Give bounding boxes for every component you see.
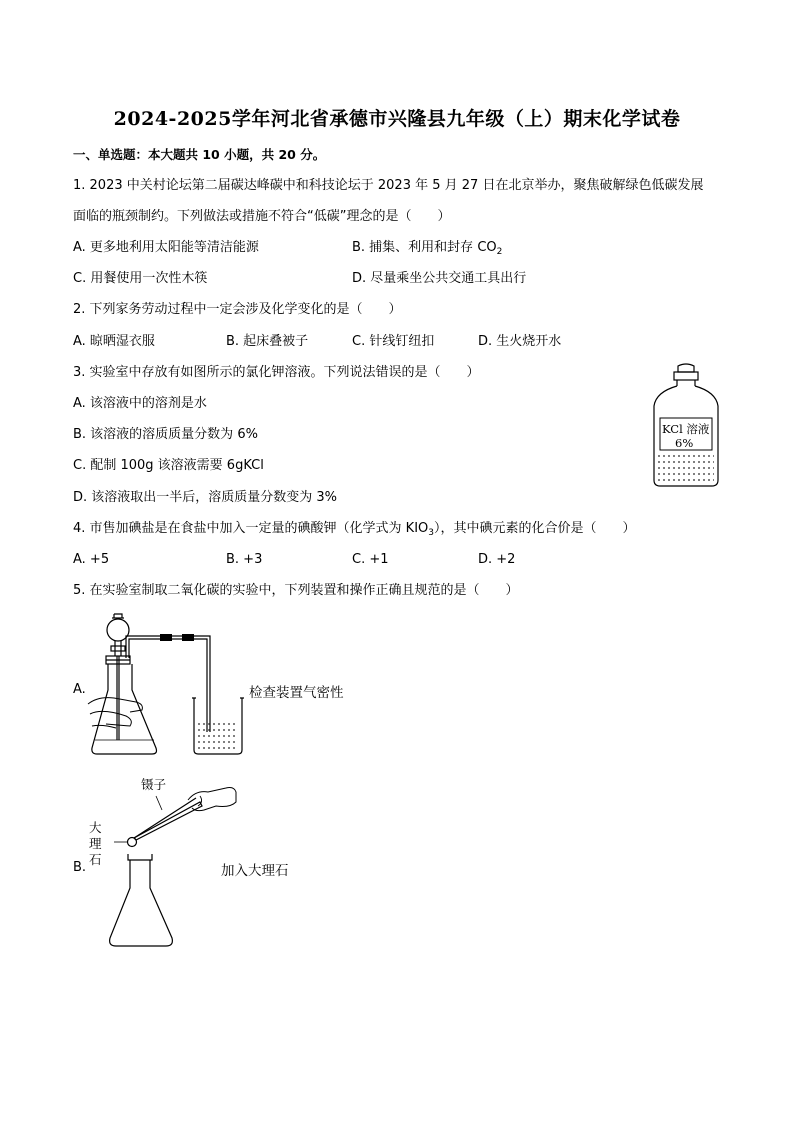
- q3-stem: 3. 实验室中存放有如图所示的氯化钾溶液。下列说法错误的是（ ）: [73, 365, 480, 380]
- q2-option-c[interactable]: C. 针线钉纽扣: [352, 334, 435, 349]
- tweezers-label: 镊子: [141, 777, 167, 792]
- marble-label-char2: 理: [89, 836, 102, 851]
- q1-option-a[interactable]: A. 更多地利用太阳能等清洁能源: [73, 240, 259, 255]
- q5-option-b-caption: 加入大理石: [221, 863, 289, 879]
- bottle-label-percent: 6%: [675, 436, 694, 450]
- q3-option-c[interactable]: C. 配制 100g 该溶液需要 6gKCl: [73, 458, 264, 473]
- section-heading: 一、单选题：本大题共 10 小题，共 20 分。: [73, 147, 326, 162]
- q3-option-b[interactable]: B. 该溶液的溶质质量分数为 6%: [73, 427, 258, 442]
- q4-stem-text: 4. 市售加碘盐是在食盐中加入一定量的碘酸钾（化学式为 KIO: [73, 521, 429, 536]
- q4-stem-subscript: 3: [428, 528, 434, 538]
- q1-stem-line1: 1. 2023 中关村论坛第二届碳达峰碳中和科技论坛于 2023 年 5 月 27 日在北京举办，聚焦破解绿色低碳发展: [73, 178, 704, 193]
- q1-option-b[interactable]: [352, 239, 502, 261]
- q4-stem-tail: ），其中碘元素的化合价是（ ）: [434, 521, 636, 536]
- q1-option-b-text: B. 捕集、利用和封存 CO: [352, 240, 497, 255]
- q1-option-d[interactable]: D. 尽量乘坐公共交通工具出行: [352, 271, 527, 286]
- q2-option-d[interactable]: D. 生火烧开水: [478, 334, 562, 349]
- exam-title: 2024-2025学年河北省承德市兴隆县九年级（上）期末化学试卷: [113, 108, 681, 130]
- q3-option-a[interactable]: A. 该溶液中的溶剂是水: [73, 396, 207, 411]
- q5-option-b-letter[interactable]: B.: [73, 860, 87, 875]
- q5-stem: 5. 在实验室制取二氧化碳的实验中，下列装置和操作正确且规范的是（ ）: [73, 583, 519, 598]
- q1-option-b-subscript: 2: [496, 247, 503, 257]
- q4-option-b[interactable]: B. +3: [226, 552, 263, 567]
- q5-option-a-letter[interactable]: A.: [73, 682, 86, 697]
- q1-option-c[interactable]: C. 用餐使用一次性木筷: [73, 271, 208, 286]
- airtightness-apparatus-figure: [86, 612, 246, 762]
- q4-option-d[interactable]: D. +2: [478, 552, 516, 567]
- marble-label-char3: 石: [89, 852, 102, 867]
- q4-option-c[interactable]: C. +1: [352, 552, 389, 567]
- q1-stem-line2: 面临的瓶颈制约。下列做法或措施不符合“低碳”理念的是（ ）: [73, 209, 451, 224]
- q2-stem: 2. 下列家务劳动过程中一定会涉及化学变化的是（ ）: [73, 302, 402, 317]
- q2-option-b[interactable]: B. 起床叠被子: [226, 334, 309, 349]
- bottle-label-name: KCl 溶液: [662, 422, 710, 436]
- q3-option-d[interactable]: D. 该溶液取出一半后，溶质质量分数变为 3%: [73, 490, 338, 505]
- q2-option-a[interactable]: A. 晾晒湿衣服: [73, 334, 155, 349]
- q5-option-a-caption: 检查装置气密性: [249, 685, 344, 701]
- q4-stem: [73, 520, 636, 542]
- q4-option-a[interactable]: A. +5: [73, 552, 110, 567]
- marble-label-char1: 大: [89, 820, 102, 835]
